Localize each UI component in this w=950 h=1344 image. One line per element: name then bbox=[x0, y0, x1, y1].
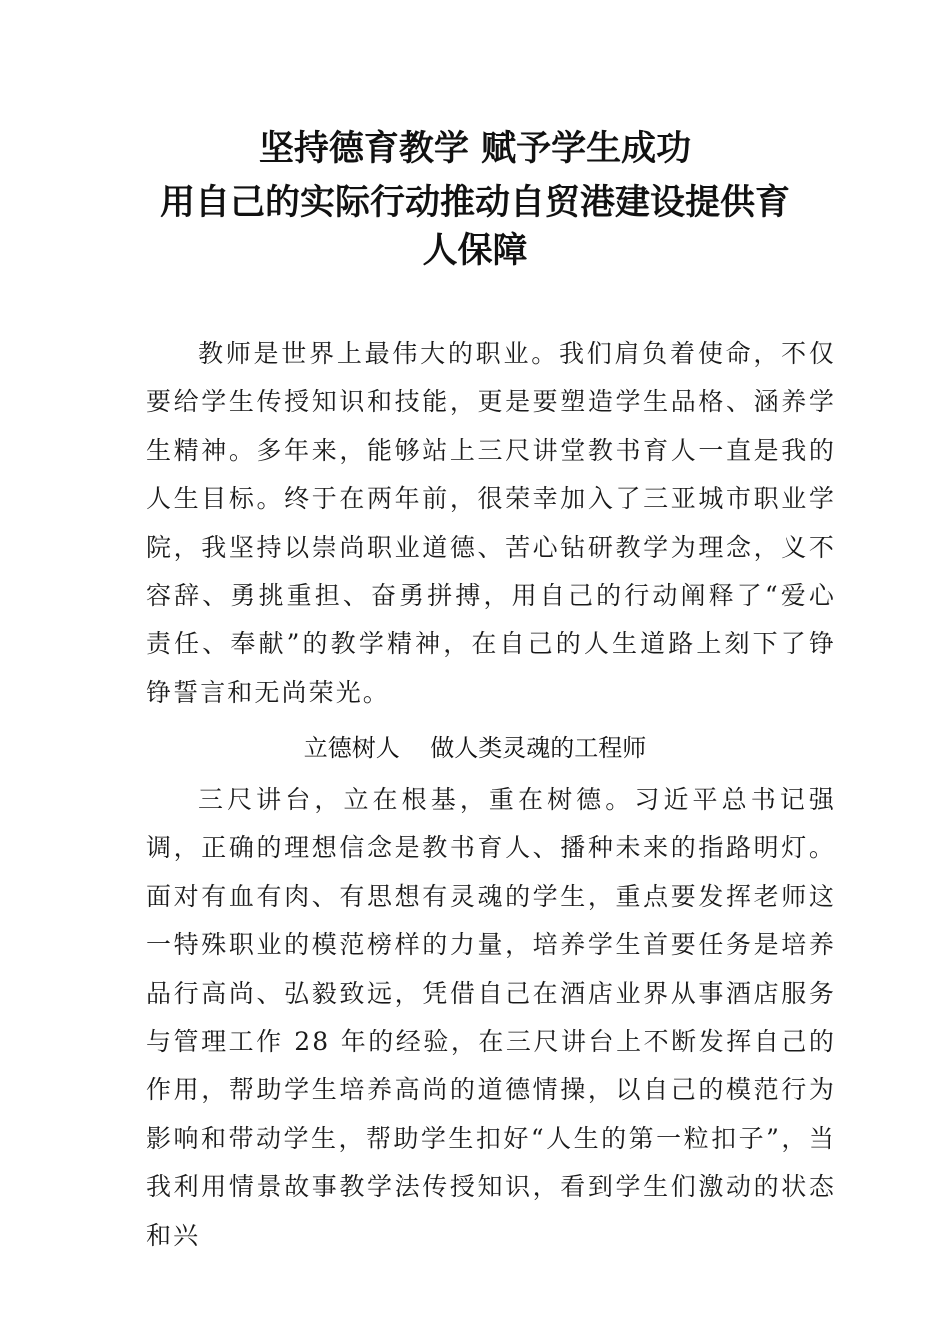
title-line-2: 用自己的实际行动推动自贸港建设提供育 bbox=[159, 182, 790, 223]
title-line-1: 坚持德育教学 赋予学生成功 bbox=[258, 128, 692, 169]
section-heading: 立德树人 做人类灵魂的工程师 bbox=[303, 734, 647, 762]
title-line-3: 人保障 bbox=[422, 230, 528, 271]
paragraph-moral-education: 三尺讲台，立在根基，重在树德。习近平总书记强调，正确的理想信念是教书育人、播种未来的指路明灯。面对有血有肉、有思想有灵魂的学生，重点要发挥老师这一特殊职业的模范榜样的力量，培养学生首要任务是培养品行高尚、弘毅致远，凭借自己在酒店业界从事酒店服务与管理工作 28 年的经验，在三尺讲台上不断发挥自己的作用，帮助学生培养高尚的道德情操，以自己的模范行为影响和带动学生，帮助学生扣好“人生的第一粒扣子”，当我利用情景故事教学法传授知识，看到学生们激动的状态和兴 bbox=[146, 785, 836, 1250]
paragraph-intro: 教师是世界上最伟大的职业。我们肩负着使命，不仅要给学生传授知识和技能，更是要塑造学生品格、涵养学生精神。多年来，能够站上三尺讲堂教书育人一直是我的人生目标。终于在两年前，很荣幸加入了三亚城市职业学院，我坚持以崇尚职业道德、苦心钻研教学为理念，义不容辞、勇挑重担、奋勇拼搏，用自己的行动阐释了“爱心责任、奉献”的教学精神，在自己的人生道路上刻下了铮铮誓言和无尚荣光。 bbox=[146, 339, 836, 707]
